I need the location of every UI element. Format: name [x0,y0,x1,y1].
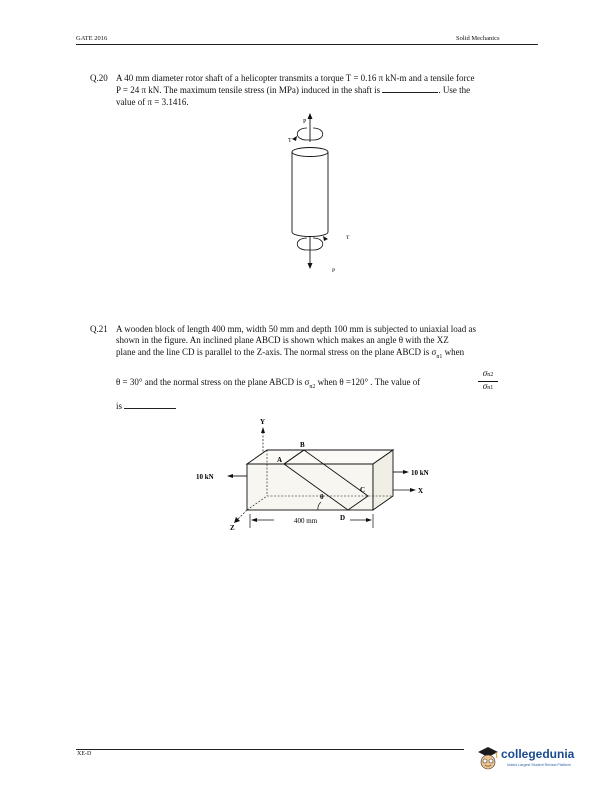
q20-number: Q.20 [90,73,108,83]
q21-label-x: X [418,487,424,495]
q21-block-figure [190,412,470,547]
graduate-mascot-icon [476,745,500,771]
q21-load-right-arrow [403,470,409,474]
q21-ratio [478,369,498,393]
q20-line2 [116,84,532,96]
q21-label-a: A [277,456,283,464]
q21-load-right: 10 kN [411,469,429,477]
footer-code: XE-D [77,751,92,757]
q21-x-arrow [410,488,416,492]
q21-ratio-den-sub: n1 [487,385,494,391]
q21-label-theta: θ [320,493,324,501]
q21-ratio-den-sigma: σ [482,381,488,391]
q21-label-z: Z [230,524,235,532]
q21-line4 [116,377,532,393]
q21-dim-arrow-left [251,518,257,522]
q21-line5 [116,400,532,412]
q21-ratio-num-sigma: σ [482,368,488,378]
q20-torque-arrow-top [292,136,297,141]
q21-line3 [116,347,532,363]
q21-ratio-denominator [478,382,498,393]
collegedunia-logo [476,744,598,774]
q21-line4b: when θ =120° . The value of [315,377,421,387]
q21-line4-sub: n2 [309,383,316,390]
q21-y-arrow [261,427,265,433]
q20-line3: value of π = 3.1416. [116,96,189,107]
q21-answer-blank [124,400,176,409]
q21-line2: shown in the figure. An inclined plane ABCD is shown which makes an angle θ with the XZ [116,335,449,346]
q21-z-axis [237,510,247,520]
header-rule [76,44,538,45]
q21-dimension: 400 mm [294,517,318,525]
q20-answer-blank [382,84,438,93]
q21-line3-sub: n1 [436,353,443,360]
q20-text [116,73,532,108]
q20-line2a: P = 24 π kN. The maximum tensile stress (in MPa) induced in the shaft is [116,85,381,96]
q20-shaft-bottom-edge [292,232,328,237]
header-subject: Solid Mechanics [456,35,500,42]
q20-line2b: . Use the [438,85,471,96]
q21-label-y: Y [260,418,266,426]
q21-label-d: D [340,514,346,522]
q21-line5-text: is [116,401,123,411]
q20-p-arrow-top [308,113,313,119]
q20-label-p-bottom: P [332,268,336,274]
q20-label-t-top: T [288,138,292,144]
q21-load-left-arrow [227,474,233,478]
q21-label-b: B [300,441,305,449]
q20-label-t-bottom: T [346,235,350,241]
q20-p-arrow-bottom [308,263,313,269]
q21-text [116,324,532,363]
q20-line1: A 40 mm diameter rotor shaft of a helicopter transmits a torque T = 0.16 π kN-m and a tensile force [116,73,475,83]
logo-tagline: India's Largest Student Review Platform [507,763,571,767]
q21-dim-arrow-right [366,518,372,522]
footer-rule [76,749,464,750]
q21-line4a: θ = 30° and the normal stress on the plane ABCD is σ [116,377,310,387]
header-exam-title: GATE 2016 [76,35,108,42]
q21-line1: A wooden block of length 400 mm, width 50 mm and depth 100 mm is subjected to uniaxial load as [116,324,476,334]
q21-ratio-num-sub: n2 [487,372,494,378]
q21-label-c: C [360,486,366,494]
q20-shaft-top-face [292,148,328,157]
logo-name: collegedunia [501,747,575,761]
q21-line3b: when [442,346,465,357]
q21-line3a: plane and the line CD is parallel to the Z-axis. The normal stress on the plane ABCD is σ [116,346,437,357]
q21-number: Q.21 [90,324,108,334]
q21-block-front [247,464,373,510]
q20-torque-arrow-bottom [323,236,328,241]
q20-shaft-figure [270,112,350,282]
q21-load-left: 10 kN [196,473,214,481]
q20-label-p-top: P [303,119,307,125]
q21-ratio-numerator [478,369,498,380]
